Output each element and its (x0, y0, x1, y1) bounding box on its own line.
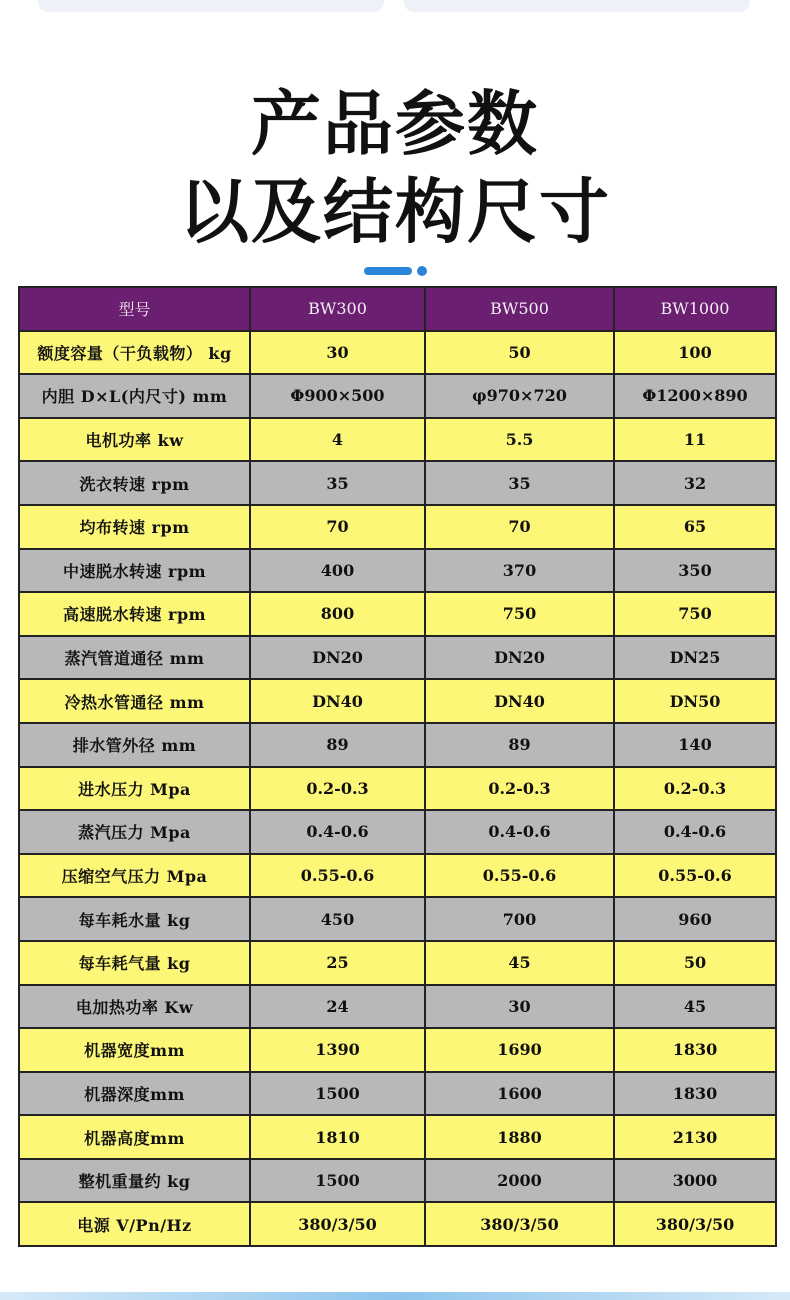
table-row (19, 505, 776, 549)
value-cell: 1830 (614, 1028, 776, 1072)
value-cell: 89 (250, 723, 425, 767)
table-row (19, 1202, 776, 1246)
value-cell: 0.2-0.3 (425, 767, 614, 811)
value-cell: 1500 (250, 1159, 425, 1203)
table-row (19, 636, 776, 680)
table-row (19, 767, 776, 811)
value-cell: 24 (250, 985, 425, 1029)
table-row (19, 549, 776, 593)
table-row (19, 897, 776, 941)
value-cell: 35 (250, 461, 425, 505)
value-cell: 0.2-0.3 (614, 767, 776, 811)
header-cell: BW500 (425, 287, 614, 331)
spec-table (18, 286, 777, 1247)
header-cell: BW1000 (614, 287, 776, 331)
param-name-cell: 每车耗水量 kg (19, 897, 250, 941)
header-cell: BW300 (250, 287, 425, 331)
value-cell: DN25 (614, 636, 776, 680)
table-row (19, 374, 776, 418)
value-cell: 89 (425, 723, 614, 767)
value-cell: 960 (614, 897, 776, 941)
param-name-cell: 进水压力 Mpa (19, 767, 250, 811)
table-row (19, 461, 776, 505)
value-cell: 1500 (250, 1072, 425, 1116)
value-cell: 750 (614, 592, 776, 636)
param-name-cell: 排水管外径 mm (19, 723, 250, 767)
table-row (19, 941, 776, 985)
table-row (19, 592, 776, 636)
value-cell: 0.55-0.6 (425, 854, 614, 898)
bottom-strip (0, 1292, 790, 1300)
table-row (19, 854, 776, 898)
table-row (19, 1028, 776, 1072)
value-cell: 1600 (425, 1072, 614, 1116)
param-name-cell: 额度容量（干负载物） kg (19, 331, 250, 375)
value-cell: 750 (425, 592, 614, 636)
table-row (19, 418, 776, 462)
value-cell: 140 (614, 723, 776, 767)
value-cell: φ970×720 (425, 374, 614, 418)
value-cell: 380/3/50 (614, 1202, 776, 1246)
param-name-cell: 冷热水管通径 mm (19, 679, 250, 723)
param-name-cell: 洗衣转速 rpm (19, 461, 250, 505)
table-row (19, 1159, 776, 1203)
value-cell: 1390 (250, 1028, 425, 1072)
value-cell: 25 (250, 941, 425, 985)
value-cell: 0.4-0.6 (614, 810, 776, 854)
value-cell: 380/3/50 (425, 1202, 614, 1246)
header-cell: 型号 (19, 287, 250, 331)
decoration-dot (417, 266, 427, 276)
value-cell: 1830 (614, 1072, 776, 1116)
param-name-cell: 机器深度mm (19, 1072, 250, 1116)
page-title-line1: 产品参数 (251, 83, 539, 165)
value-cell: 0.55-0.6 (250, 854, 425, 898)
value-cell: DN40 (425, 679, 614, 723)
value-cell: 800 (250, 592, 425, 636)
param-name-cell: 压缩空气压力 Mpa (19, 854, 250, 898)
value-cell: 11 (614, 418, 776, 462)
value-cell: 0.4-0.6 (425, 810, 614, 854)
value-cell: 30 (250, 331, 425, 375)
param-name-cell: 每车耗气量 kg (19, 941, 250, 985)
param-name-cell: 整机重量约 kg (19, 1159, 250, 1203)
param-name-cell: 内胆 D×L(内尺寸) mm (19, 374, 250, 418)
table-header-row (19, 287, 776, 331)
value-cell: DN20 (250, 636, 425, 680)
value-cell: 0.4-0.6 (250, 810, 425, 854)
value-cell: DN40 (250, 679, 425, 723)
value-cell: DN50 (614, 679, 776, 723)
param-name-cell: 蒸汽压力 Mpa (19, 810, 250, 854)
table-row (19, 1115, 776, 1159)
value-cell: 1880 (425, 1115, 614, 1159)
value-cell: 0.55-0.6 (614, 854, 776, 898)
param-name-cell: 机器宽度mm (19, 1028, 250, 1072)
value-cell: 1810 (250, 1115, 425, 1159)
param-name-cell: 电源 V/Pn/Hz (19, 1202, 250, 1246)
param-name-cell: 高速脱水转速 rpm (19, 592, 250, 636)
param-name-cell: 蒸汽管道通径 mm (19, 636, 250, 680)
value-cell: 35 (425, 461, 614, 505)
value-cell: 50 (425, 331, 614, 375)
top-card-left (38, 0, 384, 12)
value-cell: Φ900×500 (250, 374, 425, 418)
page-title-line2: 以及结构尺寸 (179, 171, 611, 253)
value-cell: 5.5 (425, 418, 614, 462)
value-cell: 380/3/50 (250, 1202, 425, 1246)
value-cell: 45 (425, 941, 614, 985)
value-cell: 700 (425, 897, 614, 941)
decoration-bar (364, 267, 412, 275)
value-cell: 1690 (425, 1028, 614, 1072)
value-cell: 50 (614, 941, 776, 985)
value-cell: 4 (250, 418, 425, 462)
table-row (19, 331, 776, 375)
param-name-cell: 均布转速 rpm (19, 505, 250, 549)
value-cell: 45 (614, 985, 776, 1029)
table-row (19, 810, 776, 854)
top-card-right (404, 0, 750, 12)
value-cell: 370 (425, 549, 614, 593)
value-cell: 30 (425, 985, 614, 1029)
value-cell: DN20 (425, 636, 614, 680)
value-cell: 350 (614, 549, 776, 593)
value-cell: 32 (614, 461, 776, 505)
value-cell: 2000 (425, 1159, 614, 1203)
value-cell: 70 (425, 505, 614, 549)
value-cell: 65 (614, 505, 776, 549)
value-cell: 450 (250, 897, 425, 941)
param-name-cell: 电加热功率 Kw (19, 985, 250, 1029)
param-name-cell: 中速脱水转速 rpm (19, 549, 250, 593)
value-cell: 70 (250, 505, 425, 549)
param-name-cell: 机器高度mm (19, 1115, 250, 1159)
value-cell: 2130 (614, 1115, 776, 1159)
value-cell: 100 (614, 331, 776, 375)
table-row (19, 679, 776, 723)
value-cell: 400 (250, 549, 425, 593)
table-row (19, 723, 776, 767)
value-cell: 0.2-0.3 (250, 767, 425, 811)
value-cell: Φ1200×890 (614, 374, 776, 418)
param-name-cell: 电机功率 kw (19, 418, 250, 462)
value-cell: 3000 (614, 1159, 776, 1203)
table-row (19, 985, 776, 1029)
table-row (19, 1072, 776, 1116)
